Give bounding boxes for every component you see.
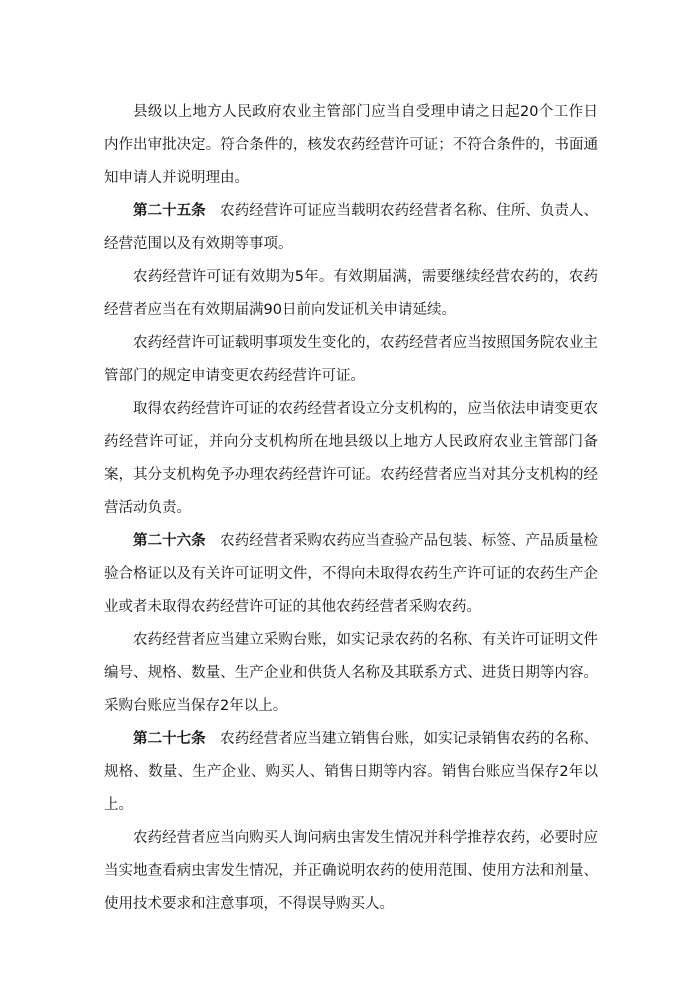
article-number: 第二十七条 <box>133 731 206 747</box>
paragraph <box>104 393 598 525</box>
article-number: 第二十六条 <box>133 533 206 549</box>
paragraph-text: 农药经营者应当建立销售台账，如实记录销售农药的名称、规格、数量、生产企业、购买人、销售日期等内容。销售台账应当保存2年以上。 <box>104 731 599 813</box>
paragraph-text: 农药经营者采购农药应当查验产品包装、标签、产品质量检验合格证以及有关许可证明文件，不得向未取得农药生产许可证的农药生产企业或者未取得农药经营许可证的其他农药经营者采购农药。 <box>104 533 599 615</box>
paragraph-text: 农药经营者应当建立采购台账，如实记录农药的名称、有关许可证明文件编号、规格、数量、生产企业和供货人名称及其联系方式、进货日期等内容。采购台账应当保存2年以上。 <box>104 632 598 714</box>
paragraph-text: 取得农药经营许可证的农药经营者设立分支机构的，应当依法申请变更农药经营许可证，并向分支机构所在地县级以上地方人民政府农业主管部门备案，其分支机构免予办理农药经营许可证。农药经营者应当对其分支机构的经营活动负责。 <box>104 401 598 516</box>
paragraph <box>104 96 598 195</box>
paragraph-text: 县级以上地方人民政府农业主管部门应当自受理申请之日起20个工作日内作出审批决定。符合条件的，核发农药经营许可证；不符合条件的，书面通知申请人并说明理由。 <box>104 104 598 186</box>
paragraph <box>104 822 598 921</box>
article-number: 第二十五条 <box>133 203 206 219</box>
paragraph <box>104 261 598 327</box>
paragraph-text: 农药经营许可证应当载明农药经营者名称、住所、负责人、经营范围以及有效期等事项。 <box>104 203 599 252</box>
article-paragraph <box>104 723 598 822</box>
paragraph-text: 农药经营许可证载明事项发生变化的，农药经营者应当按照国务院农业主管部门的规定申请变更农药经营许可证。 <box>104 335 598 384</box>
paragraph-text: 农药经营许可证有效期为5年。有效期届满，需要继续经营农药的，农药经营者应当在有效期届满90日前向发证机关申请延续。 <box>104 269 598 318</box>
paragraph <box>104 327 598 393</box>
paragraph <box>104 624 598 723</box>
document-body <box>104 96 598 921</box>
article-paragraph <box>104 195 598 261</box>
paragraph-text: 农药经营者应当向购买人询问病虫害发生情况并科学推荐农药，必要时应当实地查看病虫害发生情况，并正确说明农药的使用范围、使用方法和剂量、使用技术要求和注意事项，不得误导购买人。 <box>104 830 598 912</box>
article-paragraph <box>104 525 598 624</box>
